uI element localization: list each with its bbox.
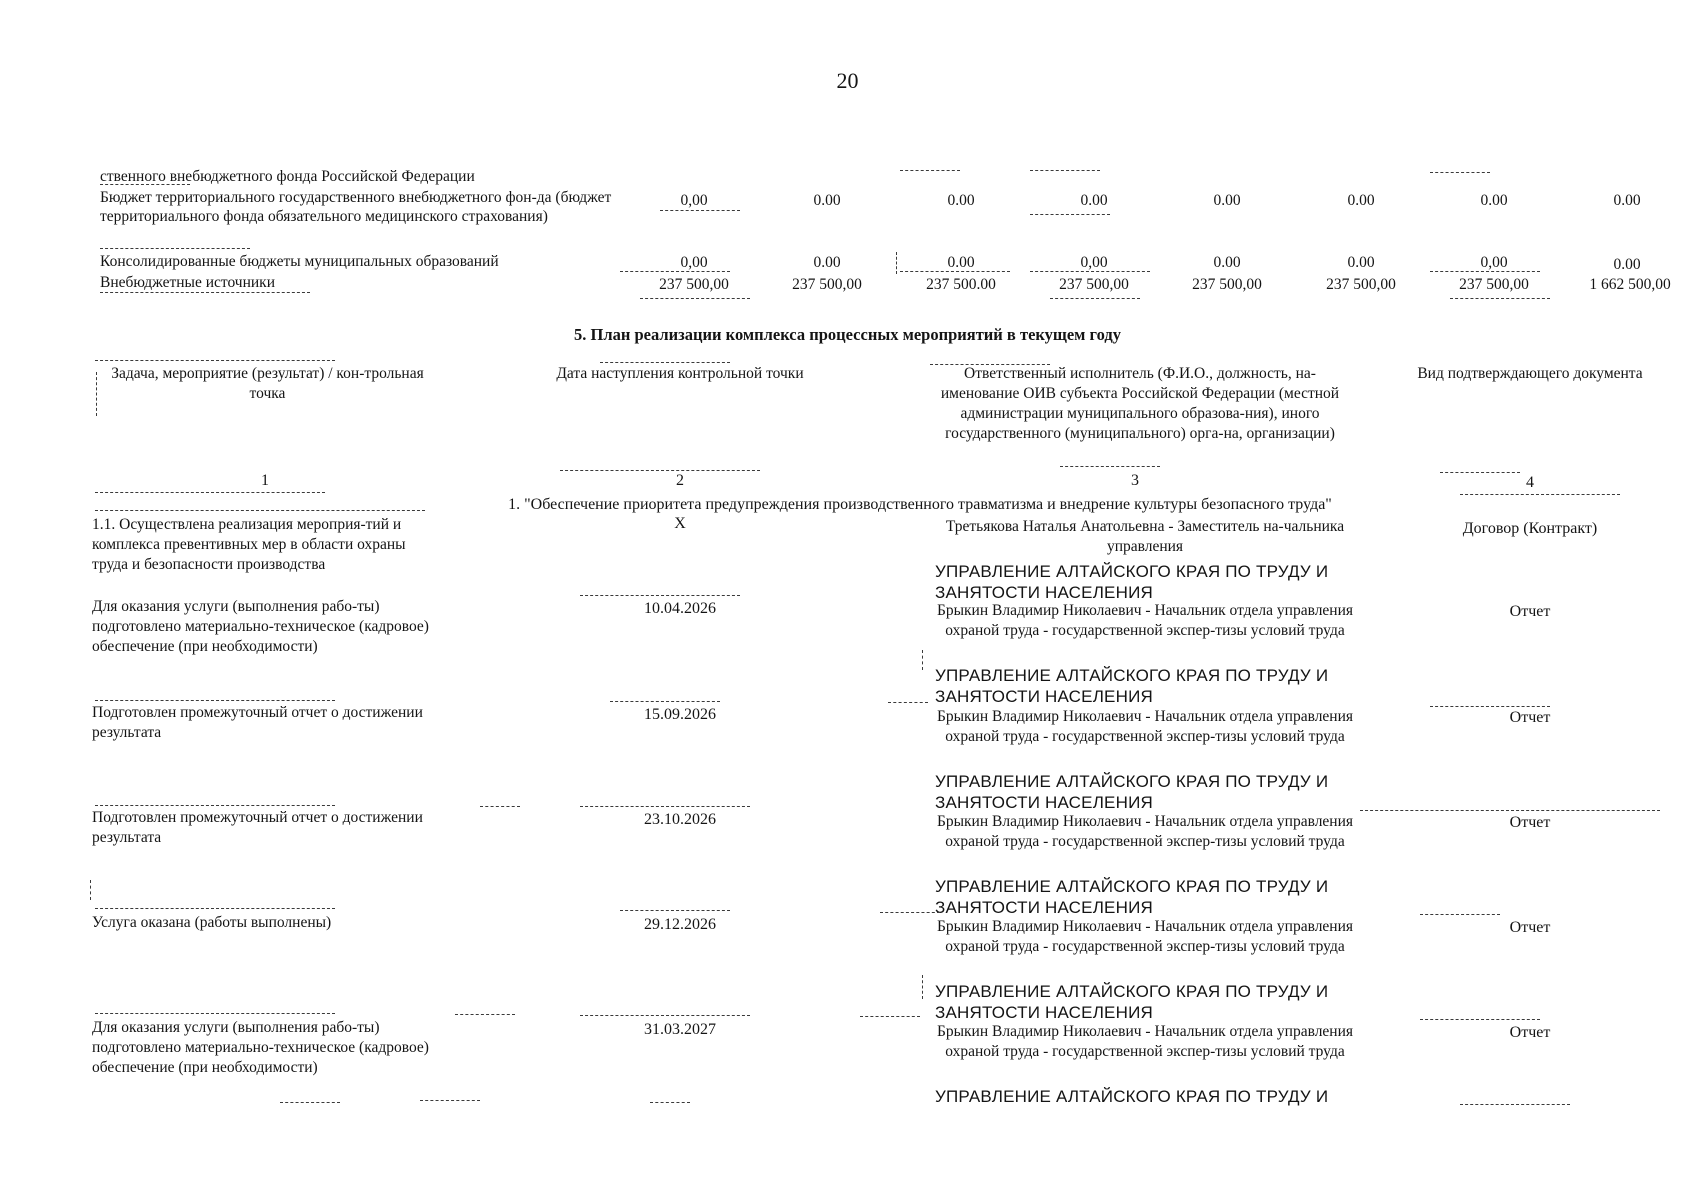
budget-value: 237 500,00	[1059, 276, 1129, 293]
budget-value: 0,00	[1480, 254, 1508, 271]
budget-value: 1 662 500,00	[1589, 276, 1671, 293]
budget-value: 237 500,00	[659, 276, 729, 293]
table-row-item: Для оказания услуги (выполнения рабо-ты) подготовлено материально-техническое (кадровое) обеспечение (при необходимости)	[92, 1019, 429, 1076]
table-row-item: Подготовлен промежуточный отчет о достижении результата	[92, 809, 423, 846]
budget-value: 237 500,00	[1192, 276, 1262, 293]
table-row-document: Договор (Контракт)	[1462, 520, 1598, 537]
column-header-task: Задача, мероприятие (результат) / кон-трольная точка	[111, 365, 424, 402]
budget-value: 0,00	[1080, 254, 1108, 271]
budget-row-label: ственного внебюджетного фонда Российской Федерации	[100, 168, 475, 185]
table-row-item: 1.1. Осуществлена реализация мероприя-тий и комплекса превентивных мер в области охраны труда и безопасности производства	[92, 516, 406, 573]
table-row-organization: УПРАВЛЕНИЕ АЛТАЙСКОГО КРАЯ ПО ТРУДУ И ЗАНЯТОСТИ НАСЕЛЕНИЯ	[935, 562, 1329, 602]
table-row-organization: УПРАВЛЕНИЕ АЛТАЙСКОГО КРАЯ ПО ТРУДУ И ЗАНЯТОСТИ НАСЕЛЕНИЯ	[935, 772, 1329, 812]
column-number: 4	[1526, 474, 1534, 491]
table-row-date: 10.04.2026	[644, 600, 716, 617]
budget-value: 0.00	[1347, 254, 1375, 271]
budget-value: 237 500,00	[792, 276, 862, 293]
table-row-person: Брыкин Владимир Николаевич - Начальник отдела управления охраной труда - государственной экспер-тизы условий труда	[936, 708, 1354, 745]
budget-value: 237 500,00	[1459, 276, 1529, 293]
table-row-person: Третьякова Наталья Анатольевна - Заместитель на-чальника управления	[945, 518, 1345, 555]
table-row-person: Брыкин Владимир Николаевич - Начальник отдела управления охраной труда - государственной экспер-тизы условий труда	[936, 602, 1354, 639]
budget-value: 0.00	[813, 192, 841, 209]
budget-value: 237 500.00	[926, 276, 996, 293]
budget-value: 0,00	[680, 254, 708, 271]
column-number: 3	[1131, 472, 1139, 489]
table-row-document: Отчет	[1509, 919, 1551, 936]
table-row-item: Для оказания услуги (выполнения рабо-ты) подготовлено материально-техническое (кадровое) обеспечение (при необходимости)	[92, 598, 429, 655]
budget-value: 0.00	[1613, 192, 1641, 209]
budget-row-label: Консолидированные бюджеты муниципальных образований	[100, 253, 499, 270]
page-number: 20	[836, 68, 859, 93]
budget-value: 0.00	[1080, 192, 1108, 209]
column-header-document: Вид подтверждающего документа	[1417, 365, 1643, 382]
table-row-date: 23.10.2026	[644, 811, 716, 828]
table-row-organization: УПРАВЛЕНИЕ АЛТАЙСКОГО КРАЯ ПО ТРУДУ И	[935, 1087, 1329, 1106]
table-row-person: Брыкин Владимир Николаевич - Начальник отдела управления охраной труда - государственной экспер-тизы условий труда	[936, 918, 1354, 955]
budget-value: 0.00	[1613, 256, 1641, 273]
budget-value: 0.00	[1480, 192, 1508, 209]
task-title: 1. "Обеспечение приоритета предупреждения производственного травматизма и внедрение культуры безопасного труда"	[508, 496, 1332, 513]
budget-row-label: Бюджет территориального государственного внебюджетного фон-да (бюджет территориального фонда обязательного медицинского страхования)	[100, 189, 612, 225]
table-row-item: Подготовлен промежуточный отчет о достижении результата	[92, 704, 423, 741]
table-row-organization: УПРАВЛЕНИЕ АЛТАЙСКОГО КРАЯ ПО ТРУДУ И ЗАНЯТОСТИ НАСЕЛЕНИЯ	[935, 666, 1329, 706]
budget-row-label: Внебюджетные источники	[100, 274, 276, 291]
table-row-document: Отчет	[1509, 603, 1551, 620]
column-number: 2	[676, 472, 684, 489]
table-row-date: X	[674, 515, 686, 532]
budget-value: 237 500,00	[1326, 276, 1396, 293]
table-row-date: 31.03.2027	[644, 1021, 716, 1038]
budget-value: 0.00	[947, 254, 975, 271]
table-row-document: Отчет	[1509, 709, 1551, 726]
table-row-document: Отчет	[1509, 1024, 1551, 1041]
table-row-person: Брыкин Владимир Николаевич - Начальник отдела управления охраной труда - государственной экспер-тизы условий труда	[936, 1023, 1354, 1060]
table-row-date: 15.09.2026	[644, 706, 716, 723]
table-row-organization: УПРАВЛЕНИЕ АЛТАЙСКОГО КРАЯ ПО ТРУДУ И ЗАНЯТОСТИ НАСЕЛЕНИЯ	[935, 877, 1329, 917]
table-row-organization: УПРАВЛЕНИЕ АЛТАЙСКОГО КРАЯ ПО ТРУДУ И ЗАНЯТОСТИ НАСЕЛЕНИЯ	[935, 982, 1329, 1022]
table-row-item: Услуга оказана (работы выполнены)	[92, 914, 332, 931]
table-row-date: 29.12.2026	[644, 916, 716, 933]
column-header-executor: Ответственный исполнитель (Ф.И.О., должность, на-именование ОИВ субъекта Российской Федерации (местной администрации муниципального образова-ния), иного государственного (муниципального) орга-на, организации)	[940, 365, 1340, 442]
budget-value: 0.00	[1213, 192, 1241, 209]
table-row-document: Отчет	[1509, 814, 1551, 831]
budget-value: 0,00	[680, 192, 708, 209]
budget-value: 0.00	[813, 254, 841, 271]
column-number: 1	[261, 472, 269, 489]
table-row-person: Брыкин Владимир Николаевич - Начальник отдела управления охраной труда - государственной экспер-тизы условий труда	[936, 813, 1354, 850]
budget-value: 0.00	[947, 192, 975, 209]
budget-value: 0.00	[1213, 254, 1241, 271]
column-header-date: Дата наступления контрольной точки	[556, 365, 804, 382]
section-title: 5. План реализации комплекса процессных мероприятий в текущем году	[574, 325, 1121, 344]
budget-value: 0.00	[1347, 192, 1375, 209]
